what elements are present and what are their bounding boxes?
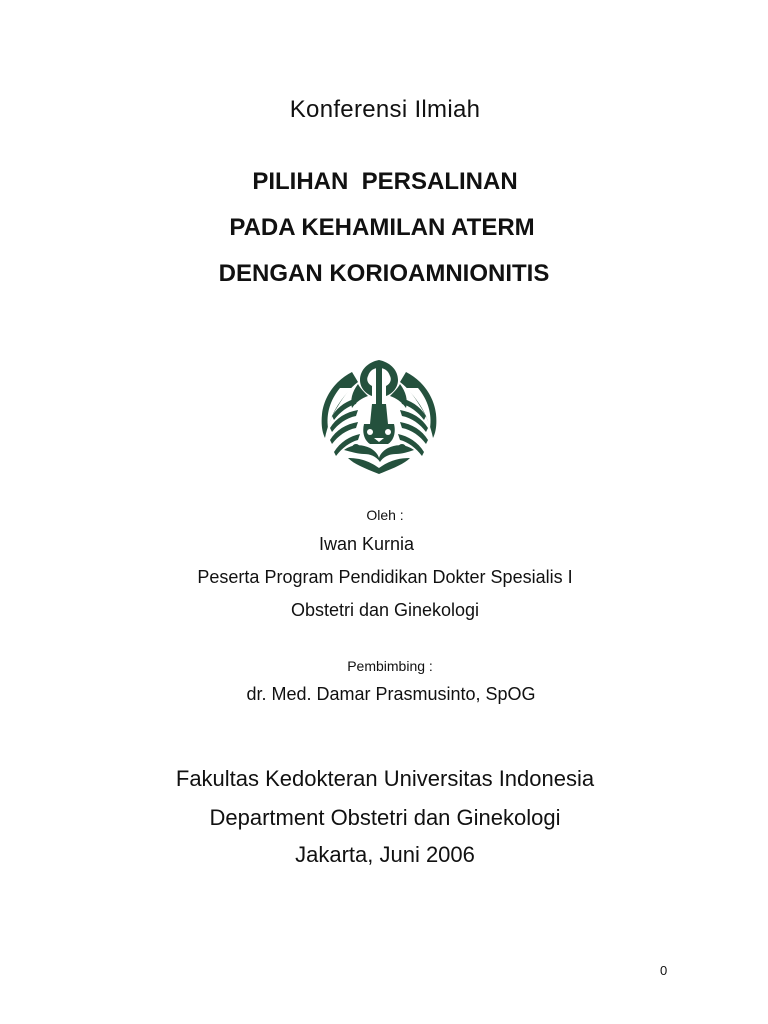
faculty-name: Fakultas Kedokteran Universitas Indonesia bbox=[175, 766, 595, 791]
title-line-3: DENGAN KORIOAMNIONITIS bbox=[218, 260, 550, 287]
title-line-2: PADA KEHAMILAN ATERM bbox=[229, 214, 535, 241]
institution-department: Department Obstetri dan Ginekologi bbox=[209, 805, 561, 830]
university-emblem-icon bbox=[318, 358, 440, 476]
author-name: Iwan Kurnia bbox=[319, 534, 415, 554]
author-program: Peserta Program Pendidikan Dokter Spesialis I bbox=[197, 567, 573, 587]
place-date: Jakarta, Juni 2006 bbox=[295, 842, 475, 867]
title-line-1: PILIHAN PERSALINAN bbox=[252, 168, 518, 195]
supervisor-label: Pembimbing : bbox=[347, 658, 433, 674]
page-number: 0 bbox=[660, 963, 668, 978]
supervisor-name: dr. Med. Damar Prasmusinto, SpOG bbox=[246, 684, 536, 704]
conference-label: Konferensi Ilmiah bbox=[289, 96, 481, 123]
author-label: Oleh : bbox=[366, 507, 404, 523]
author-department: Obstetri dan Ginekologi bbox=[290, 600, 480, 620]
